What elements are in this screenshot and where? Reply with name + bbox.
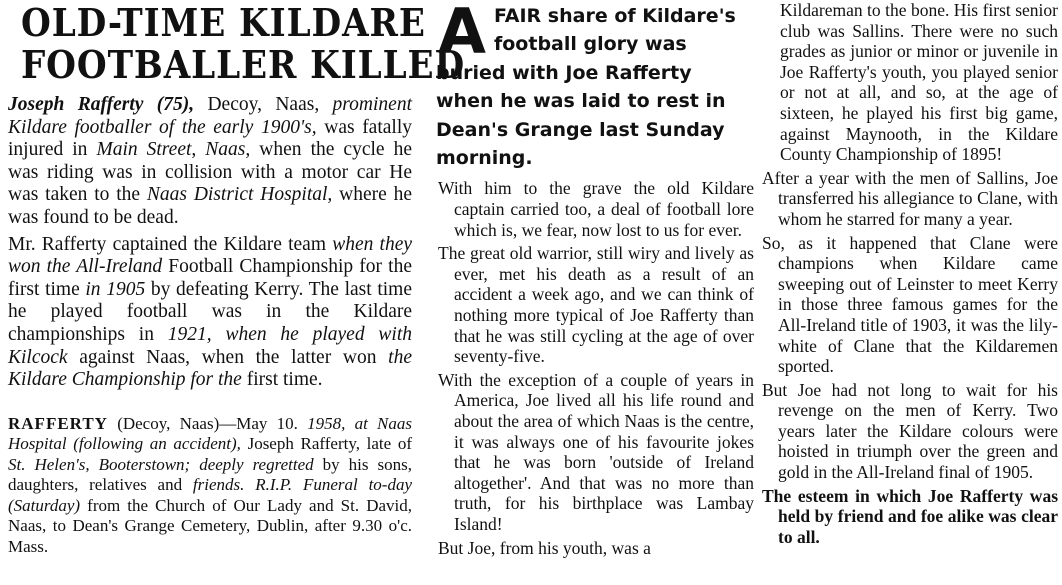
notice-name: RAFFERTY <box>8 413 108 433</box>
text-run: St. Helen's, Booterstown; deeply regretted <box>8 454 314 474</box>
text-run: friends. R.I.P. Funeral to-day (Saturday) <box>8 475 412 515</box>
drop-cap: A <box>438 0 486 68</box>
text-run: by his sons, daughters, relatives and <box>8 454 412 495</box>
news-paragraph-2 <box>8 234 412 392</box>
text-run: from the Church of Our Lady and St. David, Naas, to Dean's Grange Cemetery, Dublin, after 9.30 o'c. Mass. <box>8 495 412 556</box>
tribute-paragraph-3: With the exception of a couple of years in America, Joe lived all his life round and about the area of which Naas is the centre, it was always one of his favourite jokes that he was born 'outside of Ireland altogether'. And that was no more than truth, for his birthplace was Lambay Island! <box>438 369 754 534</box>
text-run: Mr. Rafferty captained the Kildare team <box>8 233 333 255</box>
intro-text: FAIR share of Kildare's football glory was buried with Joe Rafferty when he was laid to rest in Dean's Grange last Sunday morning. <box>436 5 736 170</box>
tribute-column-1 <box>432 0 758 585</box>
text-run: Football Championship for the first time <box>8 256 412 300</box>
headline-line-2: FOOTBALLER KILLED <box>21 42 466 87</box>
tribute-paragraph-1: With him to the grave the old Kildare captain carried too, a deal of football lore which is, we fear, now lost to us for ever. <box>438 178 754 240</box>
tribute-column-2 <box>762 0 1062 585</box>
text-run: first time. <box>241 369 323 391</box>
death-notice <box>8 414 412 558</box>
tribute-paragraph-7: But Joe had not long to wait for his revenge on the men of Kerry. Two years later the Kildare colours were hoisted in triumph over the green and gold in the All-Ireland final of 1905. <box>762 379 1058 483</box>
text-run: against Naas, when the latter won <box>67 346 389 368</box>
text-run: Joseph Rafferty, late of <box>240 434 412 454</box>
text-run: was fatally injured in <box>8 116 412 161</box>
tribute-paragraph-6: So, as it happened that Clane were champions when Kildare came sweeping out of Leinster to meet Kerry in those three famous games for the All-Ireland title of 1903, it was the lily-white of Clane that the Kildaremen sported. <box>762 232 1058 377</box>
text-run: by defeating Kerry. The last time he played football was in the Kildare championships in <box>8 278 412 345</box>
text-run: in 1905 <box>85 278 146 300</box>
text-run: when the cycle he was riding was in collision with a motor car He was taken to the <box>8 139 412 206</box>
tribute-intro <box>436 2 752 172</box>
text-run: prominent Kildare footballer of the early 1900's, <box>8 94 412 138</box>
text-run: where he was found to be dead. <box>8 184 413 228</box>
tribute-paragraph-4: But Joe, from his youth, was a <box>438 537 651 558</box>
tribute-paragraph-4-continued: Kildareman to the bone. His first senior club was Sallins. There were no such grades as junior or minor or juvenile in Joe Rafferty's youth, you played senior or not at all, and so, at the age of sixteen, he played his first big game, against Maynooth, in the Kildare County Championship of 1895! <box>780 0 1058 165</box>
obituary-column <box>0 0 466 585</box>
text-run: Main Street, Naas, <box>96 139 251 161</box>
tribute-paragraph-2: The great old warrior, still wiry and lively as ever, met his death as a result of an accident a week ago, and we can think of nothing more typical of Joe Rafferty than that he was still cycling at the age of over seventy-five. <box>438 243 754 367</box>
tribute-paragraph-8: The esteem in which Joe Rafferty was held by friend and foe alike was clear to all. <box>762 485 1058 547</box>
tribute-paragraph-5: After a year with the men of Sallins, Joe transferred his allegiance to Clane, with whom he starred for many a year. <box>762 167 1058 229</box>
text-run: Naas District Hospital, <box>146 184 333 206</box>
news-paragraph-1 <box>8 94 412 230</box>
headline <box>21 0 466 87</box>
text-run: when they won the All-Ireland <box>8 233 413 278</box>
text-run: 1921, when he played with Kilcock <box>8 323 412 368</box>
headline-line-1: OLD-TIME KILDARE <box>21 0 426 45</box>
text-run: Decoy, Naas, <box>194 94 333 115</box>
text-run: (Decoy, Naas)—May 10. <box>107 413 308 433</box>
text-run: 1958, at Naas Hospital (following an accident), <box>8 413 412 454</box>
text-run: the Kildare Championship for the <box>8 346 412 391</box>
subject-name: Joseph Rafferty (75), <box>8 94 195 115</box>
